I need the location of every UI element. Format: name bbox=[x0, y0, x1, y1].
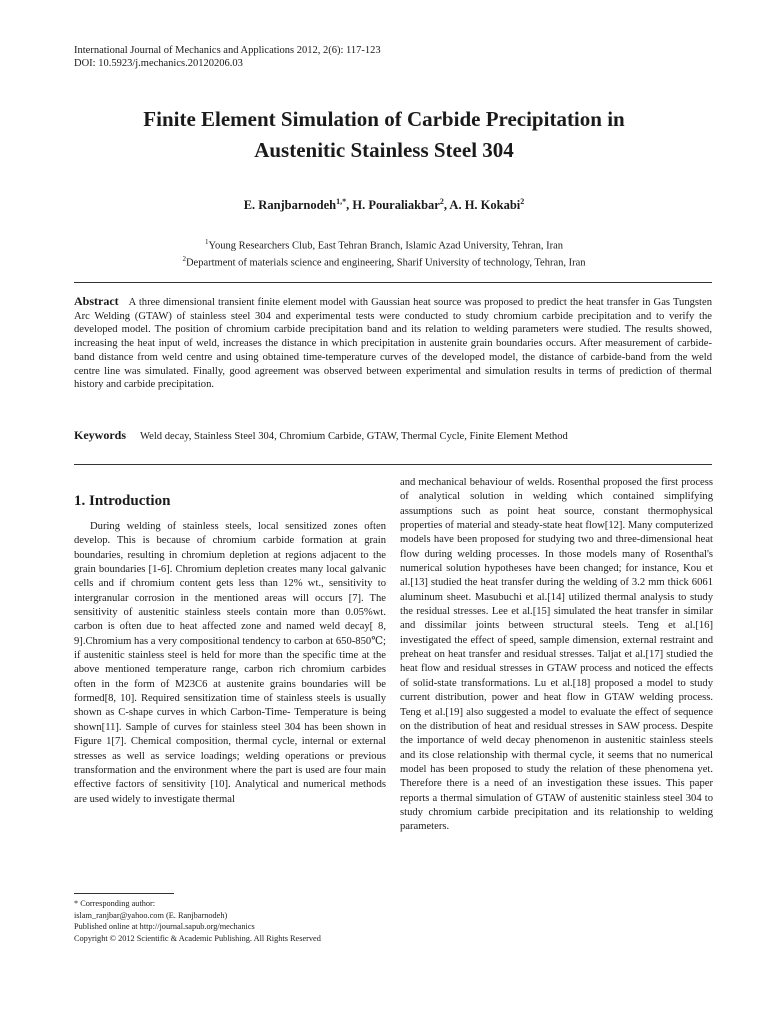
abstract bbox=[74, 295, 712, 392]
keywords-text: Weld decay, Stainless Steel 304, Chromium Carbide, GTAW, Thermal Cycle, Finite Element Method bbox=[140, 431, 568, 442]
abstract-label: Abstract bbox=[74, 294, 119, 308]
journal-doi: DOI: 10.5923/j.mechanics.20120206.03 bbox=[74, 58, 243, 69]
title-line-2: Austenitic Stainless Steel 304 bbox=[254, 138, 514, 162]
journal-citation: International Journal of Mechanics and Applications 2012, 2(6): 117-123 bbox=[74, 45, 381, 56]
section-heading: 1. Introduction bbox=[74, 493, 171, 509]
left-column bbox=[74, 492, 386, 807]
footnote-email: islam_ranjbar@yahoo.com (E. Ranjbarnodeh) bbox=[74, 910, 228, 920]
author-3: A. H. Kokabi bbox=[449, 198, 521, 213]
intro-paragraph-1: During welding of stainless steels, local sensitized zones often develop. This is because of chromium carbide formation at grain boundaries, resulting in chromium depletion at regions adjacent to the grain boundaries [1-6]. Chromium depletion creates many local galvanic cells and if chromium content gets less than 12% wt., sensitivity to intergranular corrosion in the mentioned areas will occurs [7]. The sensitivity of austenitic stainless steels contain more than 0.05%wt. carbon is often due to heat affected zone and named weld decay[ 8, 9].Chromium has a very compositional tendency to carbon at 650-850℃; if austenitic stainless steel is held for more than the specific time at the above mentioned temperature range, carbon rich chromium carbides often in the form of M23C6 at austenite grains boundaries will be formed[8, 10]. Required sensitization time of stainless steels is usually shown as C-shape curves in which Carbon-Time- Temperature is being shown[11]. Sample of curves for stainless steel 304 has been shown in Figure 1[7]. Chemical composition, thermal cycle, internal or external stresses as well as service loadings; welding operations or previous transformation and the environment where the part is used are four main effective factors of sensitivity [10]. Analytical and numerical methods are used widely to investigate thermal bbox=[74, 521, 386, 805]
affiliation-2-sup: 2 bbox=[182, 254, 186, 263]
footnote-divider bbox=[74, 893, 174, 894]
affiliations bbox=[60, 236, 708, 269]
right-column bbox=[400, 476, 713, 835]
author-2-sup: 2 bbox=[439, 197, 444, 206]
keywords-label: Keywords bbox=[74, 428, 126, 442]
affiliation-2-text: Department of materials science and engineering, Sharif University of technology, Tehran, Iran bbox=[185, 257, 586, 268]
author-3-sup: 2 bbox=[520, 197, 525, 206]
affiliation-2 bbox=[60, 253, 708, 270]
author-list: E. Ranjbarnodeh$^{1,*}$, H. Pouraliakbar$^2$, A. H. Kokabi$^2$ bbox=[243, 197, 525, 213]
affiliation-1-sup: 1 bbox=[205, 238, 209, 246]
footnote-corresponding: * Corresponding author: bbox=[74, 899, 156, 908]
intro-paragraph-2: and mechanical behaviour of welds. Rosenthal proposed the first process of analytical solution in welding which contained simplifying assumptions such as point heat source, constant thermophysical properties of material and steady-state heat flow[12]. Many computerized models have been proposed for studying two and three-dimensional heat flow during welding processes. In those models many of Rosenthal's numerical solution hypotheses have been changed; for instance, Kou et al.[13] studied the heat transfer during the welding of 3.2 mm thick 6061 aluminum sheet. Masubuchi et al.[14] utilized thermal analysis to study the residual stresses. Lee et al.[15] simulated the heat transfer in similar and dissimilar joints between structural steels. Teng et al.[16] investigated the effect of speed, sample dimension, external restraint and preheat on heat transfer and residual stresses. Taljat et al.[17] studied the heat flow and residual stresses in GTAW process and noticed the effects of solid-state transformations. Lu et al.[18] proposed a model to study current distribution, power and heat flow in GTAW welding process. Teng et al.[19] also suggested a model to evaluate the effect of sequence on the distribution of heat and residual stresses in SAW process. Despite the importance of weld decay phenomenon in austenitic stainless steels and its close relationship with thermal cycle, it seems that no numerical model has been proposed to study the relation of these phenomena yet. Therefore there is a need of an investigation these issues. This paper reports a thermal simulation of GTAW of austenitic stainless steel 304 to study chromium carbide precipitation and its relationship to welding parameters. bbox=[400, 477, 713, 833]
affiliation-1 bbox=[60, 236, 708, 253]
abstract-text: A three dimensional transient finite element model with Gaussian heat source was proposed to predict the heat transfer in Gas Tungsten Arc Welding (GTAW) of stainless steel 304 and experimental tests were conducted to study chromium carbide precipitation and to verify the developed model. The position of chromium carbide precipitation band and its relation to welding parameters were studied. The results showed, increasing the heat input of weld, increases the distance in which precipitation in austenite grain boundaries occurs. After measurement of carbide-band distance from weld centre and using obtained time-temperature curves of the developed model, the distance of carbide-band from the weld centre line was simulated. Finally, good agreement was observed between experimental and simulation results in terms of prediction of thermal history and carbide precipitation. bbox=[74, 297, 712, 391]
author-1-sup: 1,* bbox=[336, 197, 347, 206]
footnotes bbox=[74, 898, 386, 944]
top-divider bbox=[74, 282, 712, 283]
footnote-copyright: Copyright © 2012 Scientific & Academic Publishing. All Rights Reserved bbox=[74, 933, 321, 943]
paper-title bbox=[60, 104, 708, 166]
bottom-divider bbox=[74, 464, 712, 465]
title-line-1: Finite Element Simulation of Carbide Precipitation in bbox=[143, 107, 625, 131]
author-1: E. Ranjbarnodeh bbox=[243, 198, 337, 213]
footnote-published: Published online at http://journal.sapub.org/mechanics bbox=[74, 922, 255, 931]
affiliation-1-text: Young Researchers Club, East Tehran Branch, Islamic Azad University, Tehran, Iran bbox=[208, 240, 563, 252]
author-2: H. Pouraliakbar bbox=[352, 198, 440, 213]
keywords bbox=[74, 428, 712, 444]
